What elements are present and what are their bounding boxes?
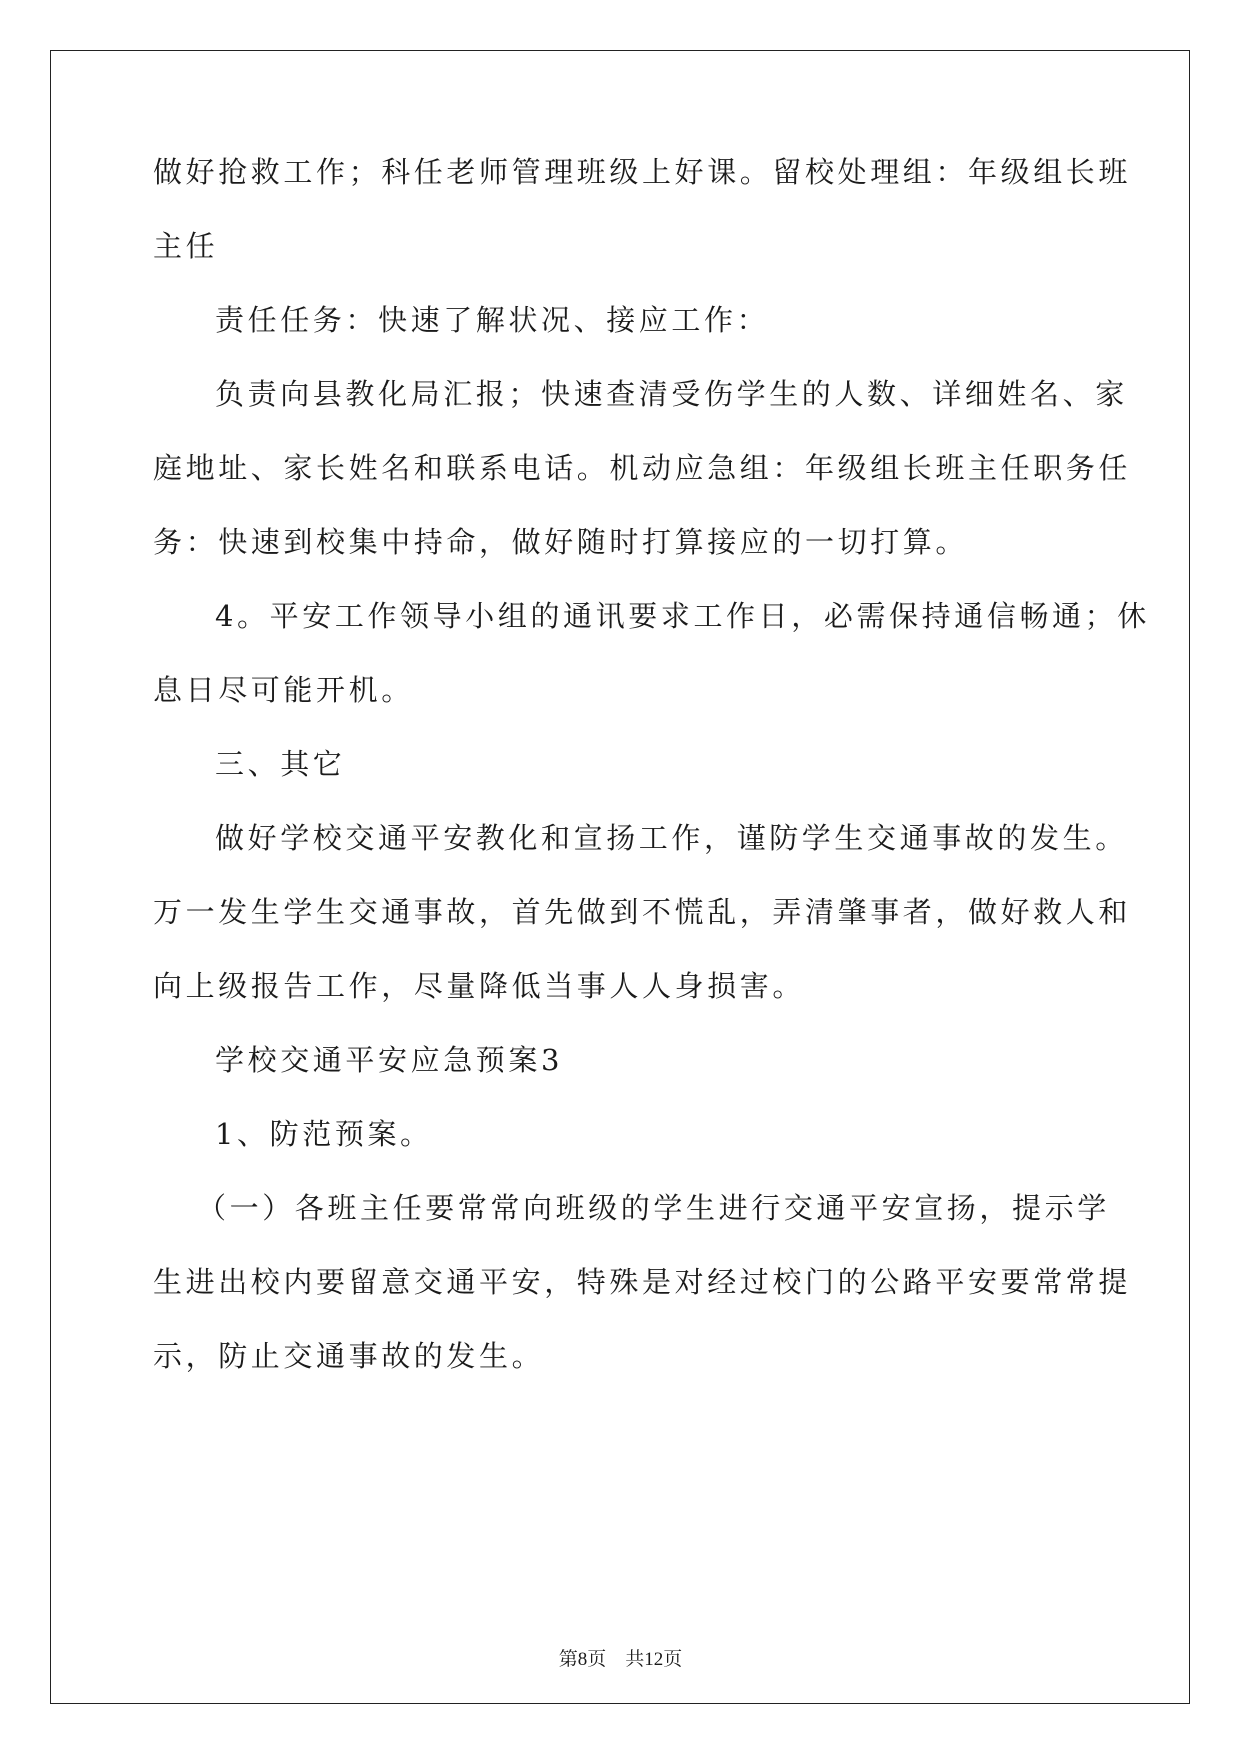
paragraph-line: （一）各班主任要常常向班级的学生进行交通平安宣扬，提示学 [197,1191,1110,1225]
paragraph-line: 生进出校内要留意交通平安，特殊是对经过校门的公路平安要常常提 [153,1265,1132,1299]
paragraph-line: 负责向县教化局汇报；快速查清受伤学生的人数、详细姓名、家 [215,377,1128,411]
paragraph-line: 庭地址、家长姓名和联系电话。机动应急组：年级组长班主任职务任 [153,451,1132,485]
paragraph-line: 息日尽可能开机。 [153,673,414,707]
paragraph-line: 向上级报告工作，尽量降低当事人人身损害。 [153,969,806,1003]
section-heading: 三、其它 [215,747,346,781]
section-heading: 学校交通平安应急预案3 [215,1043,564,1077]
paragraph-line: 示，防止交通事故的发生。 [153,1339,545,1373]
paragraph-line: 做好学校交通平安教化和宣扬工作，谨防学生交通事故的发生。 [215,821,1128,855]
page-number-footer: 第8页 共12页 [558,1649,683,1670]
paragraph-line: 主任 [153,229,219,263]
paragraph-line: 万一发生学生交通事故，首先做到不慌乱，弄清肇事者，做好救人和 [153,895,1132,929]
paragraph-line: 做好抢救工作；科任老师管理班级上好课。留校处理组：年级组长班 [153,155,1132,189]
paragraph-line: 4。平安工作领导小组的通讯要求工作日，必需保持通信畅通；休 [215,599,1150,633]
section-heading: 1、防范预案。 [215,1117,433,1151]
paragraph-line: 务：快速到校集中持命，做好随时打算接应的一切打算。 [153,525,969,559]
page-border [50,50,1190,1704]
paragraph-line: 责任任务：快速了解状况、接应工作： [215,303,770,337]
